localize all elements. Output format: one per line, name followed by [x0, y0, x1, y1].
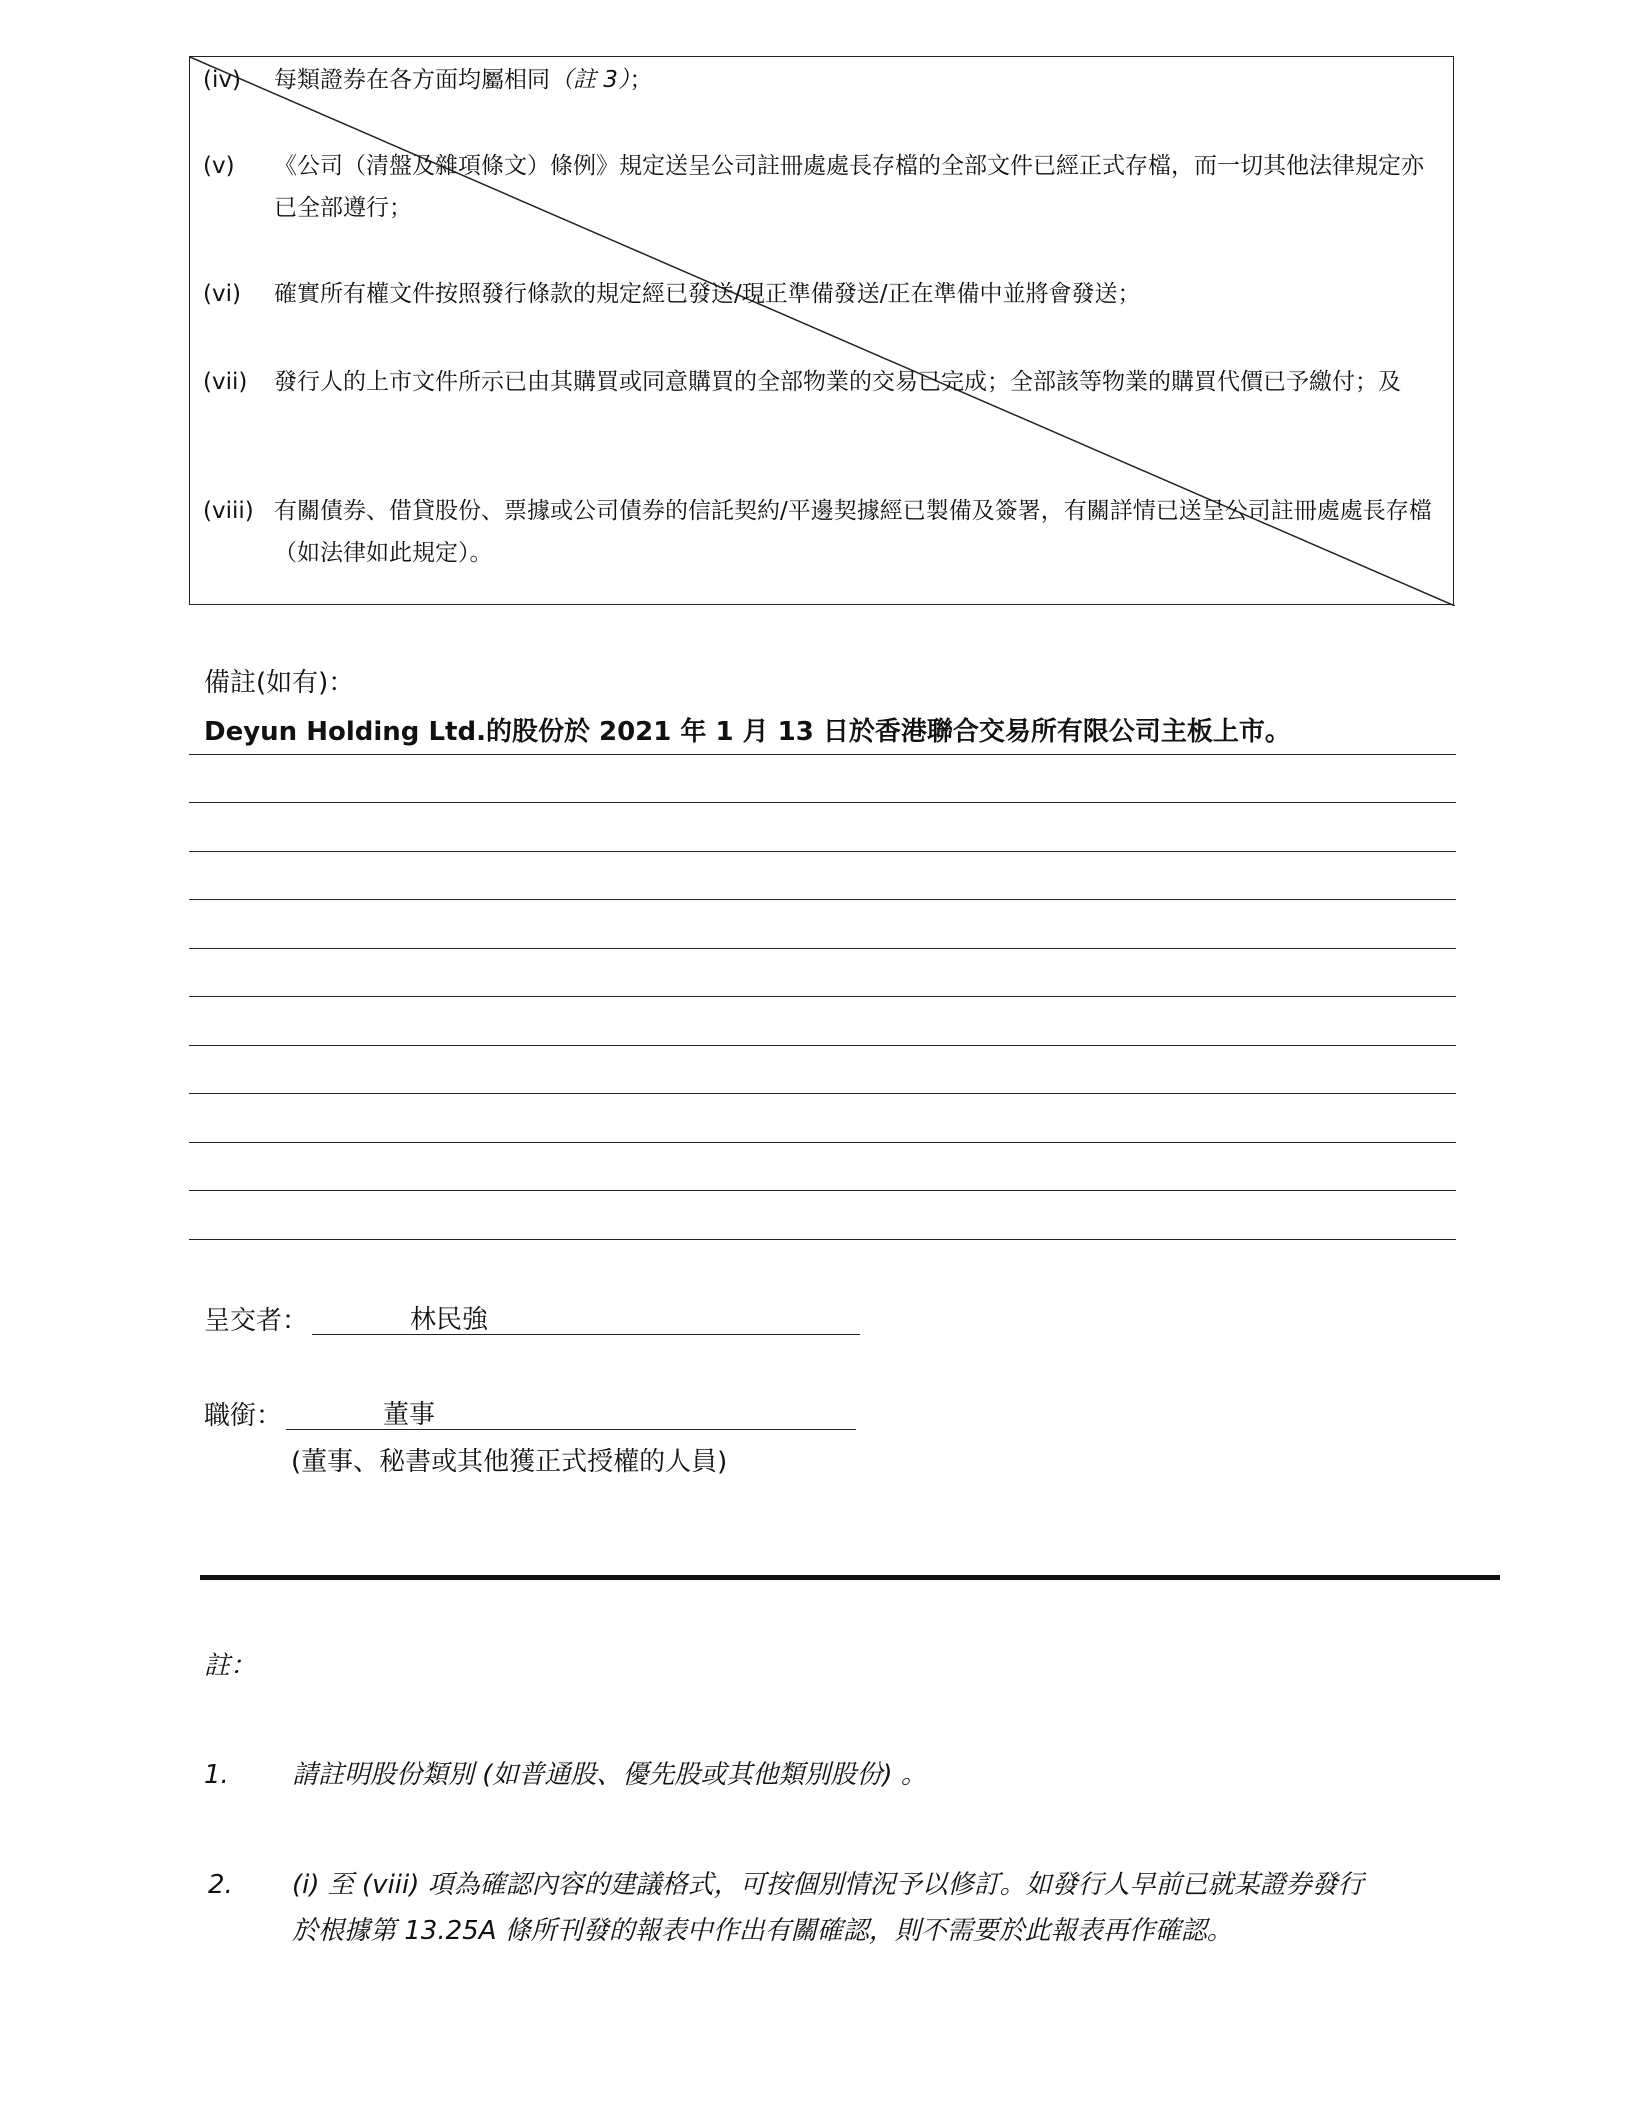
item-text: 確實所有權文件按照發行條款的規定經已發送/現正準備發送/正在準備中並將會發送； — [274, 281, 1141, 307]
title-value: 董事 — [383, 1400, 436, 1430]
item-text: 有關債券、借貸股份、票據或公司債券的信託契約/平邊契據經已製備及簽署，有關詳情已送呈公司註冊處處長存檔（如法律如此規定）。 — [274, 498, 1432, 566]
item-text: 《公司（清盤及雜項條文）條例》規定送呈公司註冊處處長存檔的全部文件已經正式存檔，而一切其他法律規定亦已全部遵行； — [274, 153, 1424, 221]
section-divider — [200, 1575, 1500, 1580]
crossed-out-confirmation-box: (iv) 每類證券在各方面均屬相同（註 3）； (v) 《公司（清盤及雜項條文）條例》規定送呈公司註冊處處長存檔的全部文件已經正式存檔，而一切其他法律規定亦已全部遵行； (vi) 確實所有權文件按照發行條款的規定經已發送/現正準備發送/正在準備中並將會發送； (vii) 發行人的上市文件所示已由其購買或同意購買的全部物業的交易已完成；全部該等物業的購買代價已予繳付；及 (viii) 有關債券、借貸股份、票據或公司債券的信託契約/平邊契據經已製備及簽署，有關詳情已送呈公司註冊處處長存檔（如法律如此規定）。 — [189, 56, 1454, 605]
item-text: 發行人的上市文件所示已由其購買或同意購買的全部物業的交易已完成；全部該等物業的購買代價已予繳付；及 — [274, 369, 1401, 395]
remarks-line — [189, 851, 1456, 852]
note-text: 請註明股份類別 (如普通股、優先股或其他類別股份) 。 — [292, 1760, 927, 1790]
remarks-line — [189, 948, 1456, 949]
title-label: 職銜： — [204, 1401, 283, 1431]
remarks-line — [189, 1142, 1456, 1143]
item-number: (v) — [203, 153, 235, 179]
note-number: 1. — [204, 1760, 229, 1790]
remarks-text: Deyun Holding Ltd.的股份於 2021 年 1 月 13 日於香港聯合交易所有限公司主板上市。 — [204, 717, 1291, 747]
remarks-line — [189, 754, 1456, 755]
note-text: 於根據第 13.25A 條所刊發的報表中作出有關確認，則不需要於此報表再作確認。 — [292, 1916, 1233, 1946]
item-number: (viii) — [203, 498, 254, 524]
remarks-line — [189, 996, 1456, 997]
item-number: (vi) — [203, 281, 241, 307]
remarks-line — [189, 1190, 1456, 1191]
remarks-line — [189, 899, 1456, 900]
notes-heading: 註： — [204, 1651, 257, 1681]
note-number: 2. — [208, 1870, 233, 1900]
item-note-ref: （註 3） — [550, 67, 630, 93]
item-number: (iv) — [203, 67, 241, 93]
remarks-label: 備註(如有)： — [204, 668, 355, 698]
note-text: (i) 至 (viii) 項為確認內容的建議格式，可按個別情況予以修訂。如發行人早前已就某證券發行 — [292, 1870, 1364, 1900]
remarks-line — [189, 1093, 1456, 1094]
title-hint: (董事、秘書或其他獲正式授權的人員) — [291, 1447, 728, 1477]
submitted-by-name: 林民強 — [410, 1305, 489, 1335]
item-number: (vii) — [203, 369, 248, 395]
remarks-line — [189, 1045, 1456, 1046]
item-text: 每類證券在各方面均屬相同 — [274, 67, 550, 93]
title-underline — [286, 1429, 856, 1430]
remarks-line — [189, 1239, 1456, 1240]
submitted-by-label: 呈交者： — [204, 1306, 309, 1336]
remarks-line — [189, 802, 1456, 803]
submitted-by-underline — [312, 1334, 860, 1335]
